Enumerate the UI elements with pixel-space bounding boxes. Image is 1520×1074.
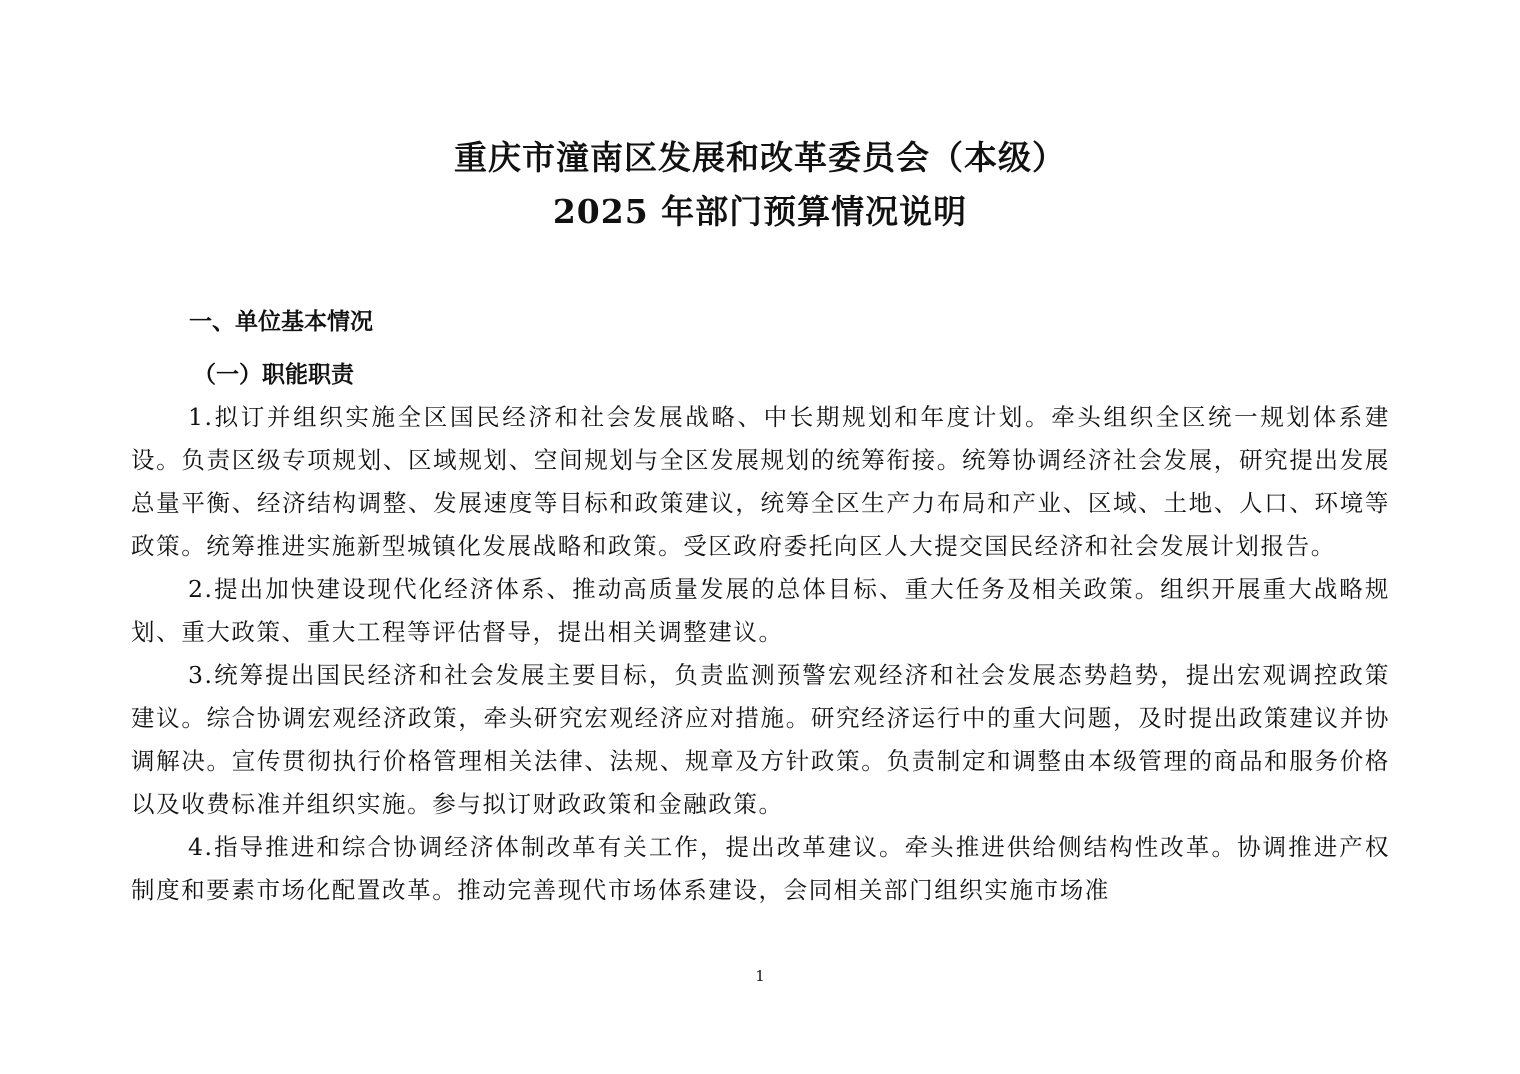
paragraph-1: 1.拟订并组织实施全区国民经济和社会发展战略、中长期规划和年度计划。牵头组织全区统一规划体系建设。负责区级专项规划、区域规划、空间规划与全区发展规划的统筹衔接。统筹协调经济社会发展，研究提出发展总量平衡、经济结构调整、发展速度等目标和政策建议，统筹全区生产力布局和产业、区域、土地、人口、环境等政策。统筹推进实施新型城镇化发展战略和政策。受区政府委托向区人大提交国民经济和社会发展计划报告。	[131, 403, 1390, 560]
body-text	[131, 396, 1390, 912]
page-number: 1	[755, 967, 765, 985]
paragraph-3: 3.统筹提出国民经济和社会发展主要目标，负责监测预警宏观经济和社会发展态势趋势，提出宏观调控政策建议。综合协调宏观经济政策，牵头研究宏观经济应对措施。研究经济运行中的重大问题，及时提出政策建议并协调解决。宣传贯彻执行价格管理相关法律、法规、规章及方针政策。负责制定和调整由本级管理的商品和服务价格以及收费标准并组织实施。参与拟订财政政策和金融政策。	[131, 661, 1390, 818]
section-heading: 一、单位基本情况	[189, 309, 373, 335]
paragraph-2: 2.提出加快建设现代化经济体系、推动高质量发展的总体目标、重大任务及相关政策。组织开展重大战略规划、重大政策、重大工程等评估督导，提出相关调整建议。	[131, 575, 1390, 646]
document-title-line1: 重庆市潼南区发展和改革委员会（本级）	[454, 138, 1066, 177]
subsection-heading: （一）职能职责	[193, 361, 354, 388]
document-title-line2: 2025 年部门预算情况说明	[552, 192, 968, 231]
paragraph-4: 4.指导推进和综合协调经济体制改革有关工作，提出改革建议。牵头推进供给侧结构性改革。协调推进产权制度和要素市场化配置改革。推动完善现代市场体系建设，会同相关部门组织实施市场准	[131, 833, 1390, 904]
